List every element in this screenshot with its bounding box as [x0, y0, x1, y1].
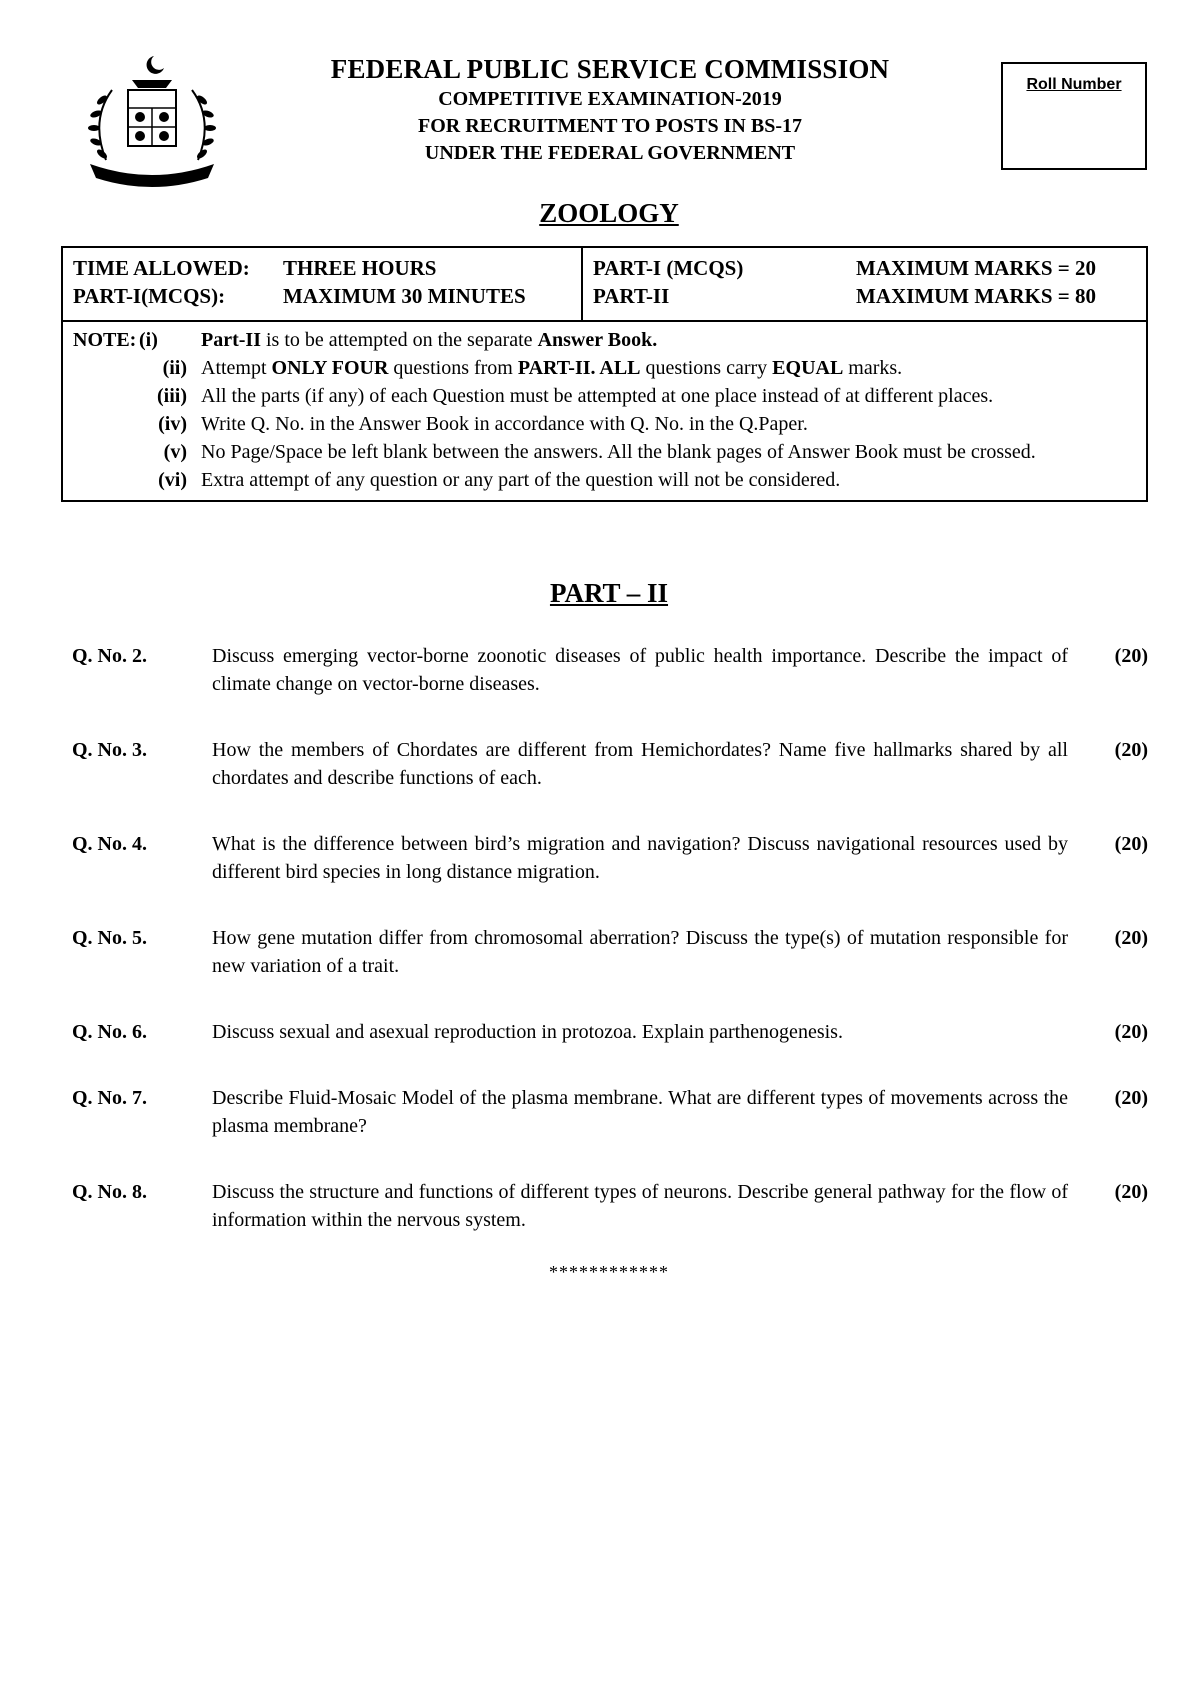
roll-number-label: Roll Number: [1026, 76, 1122, 93]
question-text: Discuss the structure and functions of different types of neurons. Describe general pathway for the flow of information within the nervous system.: [212, 1181, 1068, 1231]
question-marks: (20): [1114, 739, 1148, 761]
commission-title: FEDERAL PUBLIC SERVICE COMMISSION: [330, 54, 890, 84]
question-item: [72, 1178, 1148, 1234]
note-number: (i): [139, 329, 158, 351]
question-number: Q. No. 7.: [72, 1087, 147, 1109]
question-marks: (20): [1114, 927, 1148, 949]
mcq-time-key: PART-I(MCQS):: [73, 284, 226, 308]
exam-info-table: [61, 246, 1148, 502]
question-item: [72, 1018, 1148, 1046]
question-text: How the members of Chordates are different from Hemichordates? Name five hallmarks shared by all chordates and describe functions of each.: [212, 739, 1068, 789]
question-item: [72, 736, 1148, 792]
note-item: [73, 438, 1136, 466]
note-text: Write Q. No. in the Answer Book in accordance with Q. No. in the Q.Paper.: [201, 413, 808, 435]
question-item: [72, 1084, 1148, 1140]
question-number: Q. No. 6.: [72, 1021, 147, 1043]
notes-section: [63, 322, 1146, 500]
question-number: Q. No. 5.: [72, 927, 147, 949]
question-number: Q. No. 2.: [72, 645, 147, 667]
roll-number-box[interactable]: [1001, 62, 1147, 170]
note-item: [73, 382, 1136, 410]
part1-marks: MAXIMUM MARKS = 20: [856, 256, 1097, 280]
note-item: [73, 354, 1136, 382]
note-number: (iv): [158, 413, 187, 435]
question-marks: (20): [1114, 1021, 1148, 1043]
question-marks: (20): [1114, 645, 1148, 667]
government-line: UNDER THE FEDERAL GOVERNMENT: [424, 142, 796, 164]
note-number: (iii): [157, 385, 187, 407]
marks-info-cell: [583, 248, 1146, 320]
time-info-cell: [63, 248, 583, 320]
question-marks: (20): [1114, 1087, 1148, 1109]
time-allowed-key: TIME ALLOWED:: [73, 256, 250, 280]
note-item: [73, 410, 1136, 438]
note-text: No Page/Space be left blank between the answers. All the blank pages of Answer Book must be crossed.: [201, 441, 1036, 463]
question-item: [72, 830, 1148, 886]
question-item: [72, 924, 1148, 980]
end-mark: ************: [549, 1262, 669, 1282]
question-number: Q. No. 8.: [72, 1181, 147, 1203]
exam-header: [250, 52, 970, 167]
mcq-time-value: MAXIMUM 30 MINUTES: [283, 284, 526, 308]
note-item: [73, 326, 1136, 354]
question-number: Q. No. 3.: [72, 739, 147, 761]
note-lead: NOTE:: [73, 329, 137, 351]
note-text: Attempt ONLY FOUR questions from PART-II. ALL questions carry EQUAL marks.: [201, 357, 903, 379]
question-text: Describe Fluid-Mosaic Model of the plasma membrane. What are different types of movements across the plasma membrane?: [212, 1087, 1068, 1137]
note-number: (ii): [162, 357, 187, 379]
note-text: Extra attempt of any question or any part of the question will not be considered.: [201, 469, 841, 491]
questions-list: [72, 642, 1148, 1234]
question-number: Q. No. 4.: [72, 833, 147, 855]
exam-name: COMPETITIVE EXAMINATION-2019: [438, 88, 782, 110]
note-number: (v): [163, 441, 187, 463]
note-number: (vi): [158, 469, 187, 491]
recruitment-line: FOR RECRUITMENT TO POSTS IN BS-17: [418, 115, 802, 137]
question-marks: (20): [1114, 833, 1148, 855]
time-marks-row: [63, 248, 1146, 322]
note-text: All the parts (if any) of each Question must be attempted at one place instead of at different places.: [201, 385, 994, 407]
question-text: How gene mutation differ from chromosomal aberration? Discuss the type(s) of mutation responsible for new variation of a trait.: [212, 927, 1068, 977]
question-marks: (20): [1114, 1181, 1148, 1203]
note-text: Part-II is to be attempted on the separate Answer Book.: [201, 329, 658, 351]
part-title: PART – II: [549, 578, 669, 608]
time-allowed-value: THREE HOURS: [283, 256, 437, 280]
question-text: Discuss sexual and asexual reproduction in protozoa. Explain parthenogenesis.: [212, 1021, 843, 1043]
subject-title: ZOOLOGY: [539, 198, 679, 228]
note-item: [73, 466, 1136, 494]
part2-marks: MAXIMUM MARKS = 80: [856, 284, 1097, 308]
question-item: [72, 642, 1148, 698]
fpsc-emblem-icon: [72, 50, 232, 190]
part2-key: PART-II: [593, 284, 670, 308]
question-text: Discuss emerging vector-borne zoonotic diseases of public health importance. Describe the impact of climate change on vector-borne diseases.: [212, 645, 1068, 695]
part1-key: PART-I (MCQS): [593, 256, 744, 280]
question-text: What is the difference between bird’s migration and navigation? Discuss navigational resources used by different bird species in long distance migration.: [212, 833, 1068, 883]
